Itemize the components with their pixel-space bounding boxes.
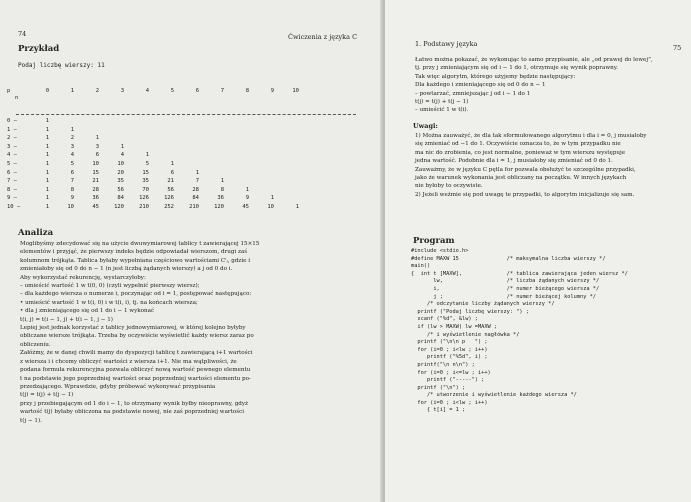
table-cell: 36 [217,195,224,202]
algorithm-intro [415,56,653,115]
code-line: { int t [MAXW], /* tablica zawierająca jeden wiersz */ [411,270,628,277]
table-cell: 8 [70,186,74,193]
code-line: for (i=0 ; i<=lw ; i++) [411,369,491,376]
remark-line: 1) Można zauważyć, że dla tak sformułowanego algorytmu i dla i = 0, j musiałoby [415,133,647,139]
table-header-col: 1 [70,88,74,94]
right-running-head: 1. Podstawy języka [415,40,478,48]
analysis-line: przy j przebiegającym od 1 do i − 1, to otrzymany wynik byłby nieoprawny, gdyż [20,400,248,407]
code-line: #define MAXW 15 /* maksymalna liczba wierszy */ [411,255,606,262]
table-row-label: 3 — [7,143,17,150]
analysis-line: t(j) = t(j) + t(j − 1) [20,392,74,399]
code-line: if (lw > MAXW) lw =MAXW ; [411,323,498,330]
table-cell: 1 [295,204,299,210]
table-row-label: 7 — [7,178,17,185]
table-cell: 1 [45,143,49,150]
analysis-line: podana formuła rekurencyjna pozwala obliczyć nową wartość pewnego elementu [20,367,251,374]
table-cell: 120 [114,204,124,210]
code-line: for (i=0 ; i<lw ; i++) [411,346,488,353]
table-cell: 28 [92,186,99,193]
intro-line: Tak więc algorytm, którego użyjemy będzie następujący: [415,73,576,80]
table-cell: 70 [142,186,149,193]
table-header-col: 0 [45,88,49,94]
analysis-line: przedzającego. Wprawdzie, gdyby próbować wykonywać przypisania [20,383,216,390]
analysis-line: obliczeniu. [20,341,51,348]
table-cell: 9 [70,195,74,202]
table-row-label: 4 — [7,152,17,159]
analysis-text [20,240,259,425]
table-cell: 1 [45,169,49,176]
table-cell: 1 [195,169,199,176]
table-cell: 35 [117,178,124,185]
table-cell: 45 [242,204,249,210]
table-row-label: 2 — [7,135,17,142]
analysis-line: – dla każdego wiersza o numerze i, poczynając od i = 1, postępować następująco: [20,291,252,298]
code-line: lw, /* liczba żądanych wierszy */ [411,278,600,285]
table-cell: 56 [117,186,124,193]
analysis-heading: Analiza [18,228,54,238]
table-row-label: 9 — [7,195,17,202]
program-listing [411,248,628,415]
table-cell: 1 [45,204,49,210]
intro-line: – powtarzać, zmniejszając j od i − 1 do 1 [415,90,531,97]
table-cell: 7 [195,178,199,185]
table-cell: 9 [245,195,249,202]
table-header-col: 8 [245,88,249,94]
table-cell: 10 [117,161,124,167]
table-cell: 2 [70,135,74,142]
table-cell: 3 [70,143,74,150]
code-line: #include <stdio.h> [411,248,469,254]
table-row-label: 8 — [7,186,17,193]
table-cell: 10 [267,204,274,210]
table-row-label: 0 — [7,118,17,124]
table-row-label: 6 — [7,169,17,176]
remark-line: Zauważmy, że w języku C pętla for pozwala obsłużyć te szczególne przypadki, [415,166,636,173]
code-line: scanf ("%d", &lw) ; [411,316,478,323]
analysis-line: zmieniałoby się od 0 do n − 1 (n jest liczbą żądanych wierszy) a j od 0 do i. [20,266,233,273]
table-header-col: 3 [120,88,124,94]
table-cell: 1 [170,161,174,167]
remark-line: 2) Jeżeli weźmie się pod uwagę te przypadki, to algorytm inicjalizuje się sam. [415,191,635,198]
table-cell: 36 [92,195,99,202]
code-line: main() [411,263,431,270]
code-line: j ; /* numer bieżącej kolumny */ [411,293,596,300]
table-cell: 1 [45,152,49,159]
table-header-p: p [7,88,11,94]
right-page-number: 75 [673,44,682,52]
table-cell: 6 [170,169,174,176]
analysis-line: z wiersza i i chcemy obliczyć wartości z wiersza i+1. Nie ma wątpliwości, że [20,358,237,365]
table-cell: 1 [70,126,74,133]
table-cell: 10 [67,204,74,210]
code-line: /* utworzenie i wyświetlenie każdego wiersza */ [411,392,577,399]
table-header-col: 7 [220,88,224,94]
table-header-col: 6 [195,88,199,94]
table-cell: 210 [139,204,149,210]
table-cell: 35 [142,178,149,185]
table-cell: 6 [95,152,99,159]
table-cell: 1 [45,195,49,202]
table-cell: 1 [270,195,274,202]
analysis-line: • dla j zmieniającego się od 1 do i − 1 wykonać [20,308,155,315]
table-cell: 1 [145,152,149,159]
code-line: printf ("Podaj liczbę wierszy: ") ; [411,308,529,315]
analysis-line: Moglibyśmy zdecydować się na użycie dwuwymiarowej tablicy t zawierającej 15×15 [20,241,260,247]
table-cell: 120 [214,204,224,210]
table-cell: 28 [192,186,199,193]
table-cell: 15 [142,169,149,176]
table-row-label: 1 — [7,126,17,133]
code-line: for (i=0 ; i<lw ; i++) [411,399,488,406]
table-cell: 4 [120,152,124,159]
analysis-line: wartość t(j) byłaby obliczona na podstawie nowej, nie zaś poprzedniej wartości [20,409,245,416]
table-cell: 7 [70,178,74,185]
table-cell: 21 [167,178,174,185]
remarks-list [415,132,647,199]
table-cell: 5 [70,161,74,167]
analysis-line: t(i, j) = t(i − 1, j) + t(i − 1, j − 1) [20,316,113,323]
table-cell: 126 [164,195,174,202]
analysis-line: t(j − 1). [20,417,42,424]
code-line: printf ("\n\n p ") ; [411,339,488,346]
remark-line: jako że warunek wykonania jest obliczany na początku. W innych językach [415,175,627,182]
table-cell: 5 [145,161,149,167]
table-header-col: 4 [145,88,149,94]
program-heading: Program [413,236,455,246]
remark-line: ma nic do zrobienia, co jest normalne, ponieważ w tym wierszu występuje [415,149,626,156]
table-header-col: 10 [292,88,299,94]
code-line: i, /* numer bieżącego wiersza */ [411,285,600,292]
code-line: printf("\n n\n") ; [411,361,475,368]
table-cell: 84 [117,195,124,202]
table-cell: 21 [92,178,99,185]
table-row-label: 10 — [7,204,21,210]
code-line: { t[i] = 1 ; [411,407,466,414]
table-cell: 56 [167,186,174,193]
table-cell: 1 [220,178,224,185]
table-cell: 1 [45,178,49,185]
table-cell: 1 [45,118,49,124]
table-cell: 45 [92,204,99,210]
intro-line: Łatwo można pokazać, że wykonując to samo przypisanie, ale „od prawej do lewej”, [415,57,653,63]
table-cell: 1 [45,135,49,142]
code-line: printf ("%5d", i) ; [411,354,488,361]
table-cell: 84 [192,195,199,202]
table-cell: 210 [189,204,199,210]
table-cell: 252 [164,204,174,210]
table-cell: 1 [95,135,99,142]
intro-line: Dla każdego i zmieniającego się od 0 do n − 1 [415,82,546,89]
table-cell: 1 [45,186,49,193]
table-cell: 1 [45,161,49,167]
table-cell: 126 [139,195,149,202]
remark-line: nie byłoby to oczywiste. [415,183,483,190]
code-line: /* odczytanie liczby żądanych wierszy */ [411,301,555,308]
analysis-line: kolumnom trójkąta. Tablica byłaby wypełniana częściowo wartościami Cⁱⱼ, gdzie i [20,257,251,264]
remark-line: jedna wartość. Podobnie dla i = 1, j musiałoby się zmieniać od 0 do 1. [415,158,613,165]
table-cell: 4 [70,152,74,159]
code-line: printf ("-----") ; [411,377,485,384]
table-row-label: 5 — [7,161,17,167]
example-heading: Przykład [18,44,60,54]
analysis-line: t na podstawie jego poprzedniej wartości oraz poprzedniej wartości elementu po- [20,375,251,382]
table-cell: 1 [45,126,49,133]
table-cell: 10 [92,161,99,167]
remark-line: się zmieniać od −1 do 1. Oczywiście oznacza to, że w tym przypadku nie [415,141,621,148]
table-header-col: 2 [95,88,99,94]
analysis-line: – umieścić wartość 1 w t(0, 0) (czyli wypełnić pierwszy wiersz); [20,283,200,290]
intro-line: t(j) = t(j) + t(j − 1) [415,99,469,106]
prompt-line: Podaj liczbę wierszy: 11 [18,62,105,69]
left-page-number: 74 [18,30,27,38]
code-line: printf ("\n") ; [411,384,466,391]
analysis-line: Lepiej jest jednak korzystać z tablicy jednowymiarowej, w której kolejno byłyby [20,325,246,332]
intro-line: tj. przy j zmieniającym się od i − 1 do 1, otrzymuje się wynik poprawny. [415,65,618,72]
analysis-line: Aby wykorzystać rekurencję, wystarczyłoby: [20,274,146,281]
analysis-line: • umieścić wartość 1 w t(i, 0) i w t(i, i), tj. na końcach wiersza; [20,299,198,306]
analysis-line: Załóżmy, że w danej chwili mamy do dyspozycji tablicę t zawierającą i+1 wartości [20,350,253,357]
table-cell: 8 [220,186,224,193]
table-cell: 1 [120,143,124,150]
remarks-heading: Uwagi: [413,122,438,130]
right-book-page [385,0,691,502]
left-running-head: Ćwiczenia z języka C [288,33,358,41]
table-cell: 20 [117,169,124,176]
table-cell: 1 [245,186,249,193]
table-header-n: n [15,95,19,101]
analysis-line: elementów i przyjąć, że pierwszy indeks będzie odpowiadał wierszom, drugi zaś [20,249,248,256]
table-header-col: 9 [270,88,274,94]
table-cell: 15 [92,169,99,176]
intro-line: – umieścić 1 w t(i). [415,107,469,114]
code-line: /* i wyświetlenie nagłówka */ [411,331,520,338]
analysis-line: obliczane wiersze trójkąta. Trzeba by oczywiście wyświetlić każdy wiersz zaraz po [20,333,254,340]
table-cell: 6 [70,169,74,176]
table-header-col: 5 [170,88,174,94]
table-divider [16,114,356,115]
table-cell: 3 [95,143,99,150]
